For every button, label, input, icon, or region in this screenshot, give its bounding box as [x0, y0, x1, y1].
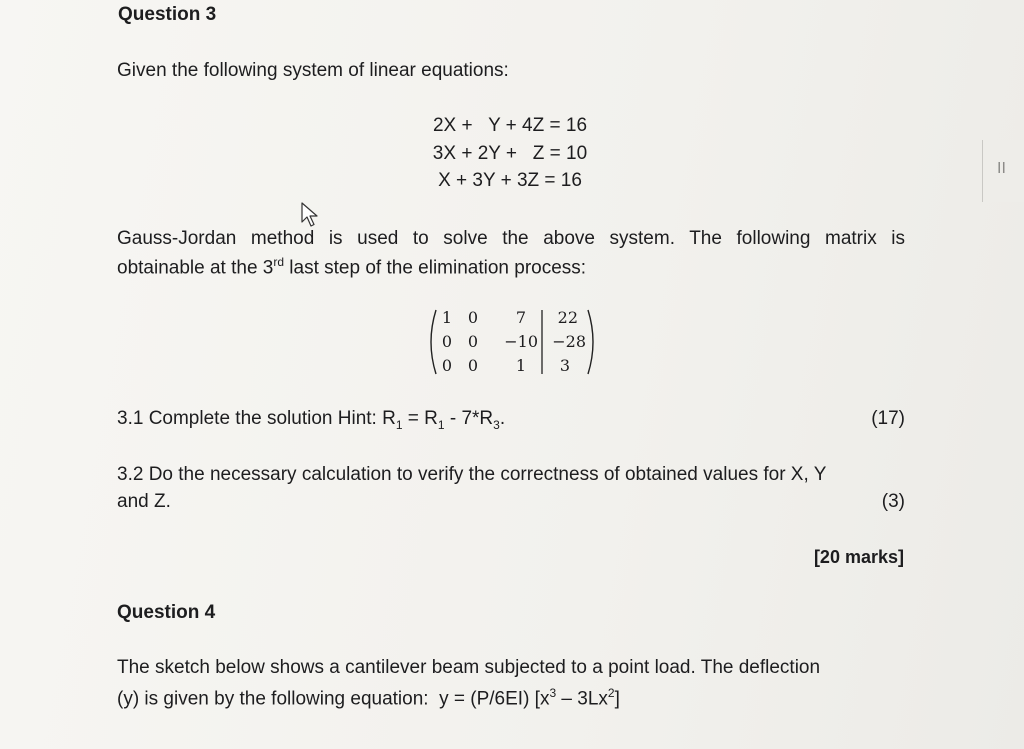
superscript-2: 2 [607, 686, 615, 700]
total-marks: [20 marks] [813, 547, 904, 567]
q3-1-text: 3.1 Complete the solution Hint: R [117, 408, 396, 429]
matrix-cell-r1c3: 7 [515, 308, 526, 327]
q3-1-text-end: . [499, 408, 506, 429]
subscript-3: 3 [493, 417, 500, 432]
q3-1-text-mid2: - 7*R [444, 408, 494, 429]
question-3-intro: Given the following system of linear equations: [117, 60, 509, 81]
equation-1: 2X + Y + 4Z = 16 [432, 115, 588, 136]
method-description-line2 [117, 255, 586, 279]
question-4-line2 [117, 686, 620, 710]
method-description-line1: Gauss-Jordan method is used to solve the above system. The following matrix is [117, 228, 905, 249]
q4-line2-mid: – 3Lx [556, 688, 608, 710]
method-line2-text: obtainable at the 3 [117, 257, 274, 279]
ordinal-suffix: rd [273, 255, 285, 269]
matrix-cell-r1c1: 1 [441, 308, 452, 327]
augmented-matrix [424, 306, 600, 378]
superscript-3: 3 [549, 686, 557, 700]
method-line2-text-end: last step of the elimination process: [284, 257, 587, 279]
page-edge-marker [982, 140, 1024, 202]
q4-line2-end: ] [614, 688, 620, 710]
matrix-cell-r3c1: 0 [441, 356, 452, 375]
question-3-heading: Question 3 [118, 4, 217, 25]
equation-3: X + 3Y + 3Z = 16 [438, 170, 582, 191]
question-3-2-line1: 3.2 Do the necessary calculation to verify the correctness of obtained values for X, Y [117, 464, 827, 485]
matrix-cell-r1c4: 22 [557, 308, 578, 327]
q3-1-text-mid: = R [402, 408, 438, 429]
question-3-2-line2: and Z. [117, 491, 171, 512]
matrix-cell-r2c2: 0 [467, 332, 478, 351]
matrix-cell-r2c4: −28 [552, 332, 586, 351]
mouse-cursor-icon [300, 202, 322, 228]
matrix-cell-r3c4: 3 [559, 356, 570, 375]
matrix-cell-r3c2: 0 [467, 356, 478, 375]
edge-marker-text: II [997, 160, 1006, 177]
equation-2: 3X + 2Y + Z = 10 [432, 143, 588, 164]
matrix-cell-r3c3: 1 [515, 356, 526, 375]
matrix-cell-r2c3: −10 [504, 332, 538, 351]
question-4-line1: The sketch below shows a cantilever beam subjected to a point load. The deflection [117, 657, 821, 678]
matrix-cell-r1c2: 0 [467, 308, 478, 327]
subscript-2: 1 [437, 417, 445, 432]
question-3-2-marks: (3) [881, 491, 905, 512]
question-3-1 [117, 408, 505, 432]
question-4-heading: Question 4 [117, 602, 216, 623]
subscript-1: 1 [395, 417, 403, 432]
question-3-1-marks: (17) [871, 408, 905, 429]
q4-line2-text: (y) is given by the following equation: y = (P/6EI) [x [117, 688, 550, 710]
matrix-cell-r2c1: 0 [441, 332, 452, 351]
